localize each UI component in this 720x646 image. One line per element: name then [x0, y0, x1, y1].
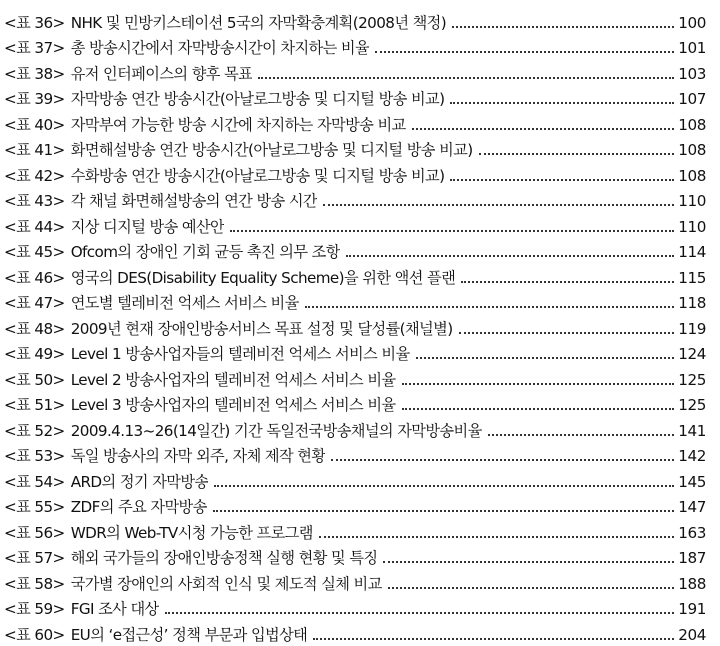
toc-entry-row — [0, 238, 720, 264]
entry-title: 연도별 텔레비전 억세스 서비스 비율 — [70, 294, 299, 312]
entry-title: 수화방송 연간 방송시간(아날로그방송 및 디지털 방송 비교) — [70, 166, 445, 185]
toc-entry-row — [0, 467, 720, 493]
dotted-leader — [479, 153, 675, 155]
entry-page-number: 188 — [678, 574, 706, 593]
entry-table-number: <표 46> — [4, 268, 65, 287]
entry-table-number: <표 47> — [4, 294, 65, 312]
entry-page-number: 103 — [678, 64, 706, 83]
toc-entry-row — [0, 544, 720, 570]
entry-table-number: <표 58> — [4, 574, 65, 593]
entry-page-number: 100 — [678, 13, 706, 32]
entry-page-number: 125 — [678, 396, 706, 414]
entry-page-number: 118 — [678, 294, 706, 312]
dotted-leader — [331, 459, 674, 461]
dotted-leader — [459, 332, 675, 334]
entry-title: 화면해설방송 연간 방송시간(아날로그방송 및 디지털 방송 비교) — [70, 141, 473, 159]
entry-page-number: 119 — [678, 319, 706, 338]
entry-page-number: 204 — [678, 625, 706, 644]
dotted-leader — [313, 638, 674, 640]
toc-entry-row — [0, 314, 720, 340]
dotted-leader — [230, 230, 674, 232]
toc-entry-row — [0, 263, 720, 289]
entry-title: 지상 디지털 방송 예산안 — [70, 217, 225, 236]
entry-title: 해외 국가들의 장애인방송정책 실행 현황 및 특징 — [70, 549, 378, 567]
entry-title: 2009년 현재 장애인방송서비스 목표 설정 및 달성률(채널별) — [70, 319, 453, 338]
entry-title: 각 채널 화면해설방송의 연간 방송 시간 — [70, 192, 317, 210]
entry-page-number: 163 — [678, 523, 706, 542]
entry-table-number: <표 41> — [4, 141, 65, 159]
dotted-leader — [461, 281, 674, 283]
entry-page-number: 107 — [678, 90, 706, 108]
entry-page-number: 115 — [678, 268, 706, 287]
entry-table-number: <표 55> — [4, 498, 65, 516]
entry-title: Level 3 방송사업자의 텔레비전 억세스 서비스 비율 — [70, 396, 396, 414]
toc-entry-row — [0, 8, 720, 34]
entry-title: 자막방송 연간 방송시간(아날로그방송 및 디지털 방송 비교) — [70, 90, 445, 108]
entry-table-number: <표 54> — [4, 472, 65, 491]
entry-page-number: 145 — [678, 472, 706, 491]
entry-table-number: <표 44> — [4, 217, 65, 236]
dotted-leader — [488, 434, 675, 436]
entry-page-number: 124 — [678, 345, 706, 363]
entry-page-number: 114 — [678, 243, 706, 261]
entry-page-number: 142 — [678, 447, 706, 465]
toc-entry-row — [0, 59, 720, 85]
toc-entry-row — [0, 365, 720, 391]
dotted-leader — [383, 561, 674, 563]
entry-title: 유저 인터페이스의 향후 목표 — [70, 64, 253, 83]
entry-title: Level 1 방송사업자들의 텔레비전 억세스 서비스 비율 — [70, 345, 410, 363]
toc-entry-row — [0, 416, 720, 442]
entry-page-number: 191 — [678, 600, 706, 618]
toc-entry-row — [0, 85, 720, 111]
toc-entry-row — [0, 34, 720, 60]
entry-table-number: <표 53> — [4, 447, 65, 465]
entry-table-number: <표 39> — [4, 90, 65, 108]
dotted-leader — [165, 612, 675, 614]
entry-page-number: 110 — [678, 217, 706, 236]
entry-table-number: <표 40> — [4, 115, 65, 134]
entry-table-number: <표 52> — [4, 421, 65, 440]
entry-title: WDR의 Web-TV시청 가능한 프로그램 — [70, 523, 313, 542]
entry-page-number: 125 — [678, 370, 706, 389]
entry-table-number: <표 36> — [4, 13, 65, 32]
entry-title: ZDF의 주요 자막방송 — [70, 498, 207, 516]
entry-page-number: 141 — [678, 421, 706, 440]
dotted-leader — [450, 179, 674, 181]
entry-page-number: 187 — [678, 549, 706, 567]
dotted-leader — [452, 26, 674, 28]
entry-table-number: <표 37> — [4, 39, 65, 57]
dotted-leader — [375, 51, 674, 53]
toc-entry-row — [0, 442, 720, 468]
entry-table-number: <표 51> — [4, 396, 65, 414]
dotted-leader — [412, 128, 675, 130]
toc-entry-row — [0, 595, 720, 621]
entry-table-number: <표 57> — [4, 549, 65, 567]
dotted-leader — [213, 510, 675, 512]
toc-entry-row — [0, 391, 720, 417]
entry-title: 독일 방송사의 자막 외주, 자체 제작 현황 — [70, 447, 326, 465]
entry-page-number: 101 — [678, 39, 706, 57]
entry-page-number: 108 — [678, 166, 706, 185]
dotted-leader — [258, 77, 674, 79]
toc-entry-row — [0, 136, 720, 162]
dotted-leader — [323, 204, 674, 206]
entry-title: 영국의 DES(Disability Equality Scheme)을 위한 액션 플랜 — [70, 268, 456, 287]
toc-entry-row — [0, 518, 720, 544]
entry-title: FGI 조사 대상 — [70, 600, 159, 618]
toc-entry-row — [0, 161, 720, 187]
dotted-leader — [305, 306, 675, 308]
toc-entry-row — [0, 110, 720, 136]
toc-entry-row — [0, 493, 720, 519]
entry-title: 2009.4.13~26(14일간) 기간 독일전국방송채널의 자막방송비율 — [70, 421, 482, 440]
entry-table-number: <표 42> — [4, 166, 65, 185]
entry-table-number: <표 45> — [4, 243, 65, 261]
entry-title: 자막부여 가능한 방송 시간에 차지하는 자막방송 비교 — [70, 115, 406, 134]
toc-entry-row — [0, 187, 720, 213]
entry-table-number: <표 48> — [4, 319, 65, 338]
toc-entry-row — [0, 289, 720, 315]
entry-title: Ofcom의 장애인 기회 균등 촉진 의무 조항 — [70, 243, 340, 261]
entry-title: 총 방송시간에서 자막방송시간이 차지하는 비율 — [70, 39, 370, 57]
entry-table-number: <표 59> — [4, 600, 65, 618]
entry-page-number: 147 — [678, 498, 706, 516]
toc-entry-row — [0, 569, 720, 595]
entry-page-number: 110 — [678, 192, 706, 210]
dotted-leader — [346, 255, 674, 257]
dotted-leader — [388, 587, 674, 589]
entry-page-number: 108 — [678, 115, 706, 134]
toc-entry-row — [0, 620, 720, 646]
toc-entry-row — [0, 212, 720, 238]
entry-title: NHK 및 민방키스테이션 5국의 자막확충계획(2008년 책정) — [70, 13, 447, 32]
entry-title: Level 2 방송사업자의 텔레비전 억세스 서비스 비율 — [70, 370, 396, 389]
entry-table-number: <표 43> — [4, 192, 65, 210]
dotted-leader — [402, 408, 675, 410]
dotted-leader — [402, 383, 675, 385]
entry-page-number: 108 — [678, 141, 706, 159]
entry-table-number: <표 60> — [4, 625, 65, 644]
entry-title: EU의 ‘e접근성’ 정책 부문과 입법상태 — [70, 625, 308, 644]
dotted-leader — [319, 536, 674, 538]
entry-table-number: <표 38> — [4, 64, 65, 83]
entry-table-number: <표 56> — [4, 523, 65, 542]
entry-table-number: <표 49> — [4, 345, 65, 363]
dotted-leader — [416, 357, 675, 359]
entry-table-number: <표 50> — [4, 370, 65, 389]
entry-title: ARD의 정기 자막방송 — [70, 472, 209, 491]
entry-title: 국가별 장애인의 사회적 인식 및 제도적 실체 비교 — [70, 574, 382, 593]
dotted-leader — [450, 102, 674, 104]
toc-entry-row — [0, 340, 720, 366]
dotted-leader — [214, 485, 674, 487]
